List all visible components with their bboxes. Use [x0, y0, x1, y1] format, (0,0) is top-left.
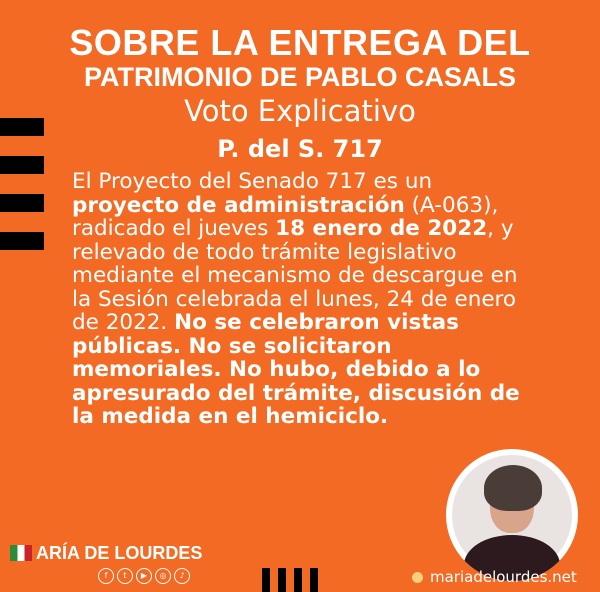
- decor-bar: [0, 118, 44, 136]
- page-title-line-1: SOBRE LA ENTREGA DEL: [69, 22, 531, 63]
- decor-bar: [310, 568, 318, 592]
- subtitle: Voto Explicativo: [184, 94, 416, 128]
- body-text: [72, 170, 532, 429]
- decor-bar: [0, 194, 44, 212]
- body-text-bold: No se celebraron vistas públicas. No se solicitaron memoriales. No hubo, debido a lo apresurado del trámite, discusión de la medida en el hemiciclo.: [72, 310, 520, 429]
- bottom-decor-bars: [262, 568, 318, 592]
- website-link[interactable]: mariadelourdes.net: [430, 568, 577, 586]
- twitter-icon[interactable]: t: [117, 568, 133, 584]
- decor-bar: [0, 156, 44, 174]
- bill-number: P. del S. 717: [217, 135, 383, 163]
- page-title-line-2: PATRIMONIO DE PABLO CASALS: [84, 62, 516, 92]
- dot-icon: [412, 572, 423, 583]
- body-text-bold: 18 enero de 2022: [275, 216, 488, 241]
- decor-bar: [278, 568, 286, 592]
- portrait-hair: [484, 465, 542, 511]
- decor-bar: [262, 568, 270, 592]
- flag-star-icon: [10, 545, 32, 561]
- decor-bar: [294, 568, 302, 592]
- body-text-part: (A-063), radicado el jueves: [72, 192, 499, 241]
- facebook-icon[interactable]: f: [98, 568, 114, 584]
- instagram-icon[interactable]: ◎: [155, 568, 171, 584]
- decor-bar: [0, 232, 44, 250]
- tiktok-icon[interactable]: ♪: [174, 568, 190, 584]
- brand-logo: [10, 543, 202, 563]
- body-text-bold: proyecto de administración: [72, 192, 405, 218]
- youtube-icon[interactable]: ▶: [136, 568, 152, 584]
- body-text-part: El Proyecto del Senado 717 es un: [72, 169, 433, 194]
- social-icons: [98, 568, 190, 584]
- website-footer: [412, 568, 577, 586]
- body-text-part: , y relevado de todo trámite legislativo mediante el mecanismo de descargue en la Sesión celebrada el lunes, 24 de enero de 2022.: [72, 216, 518, 335]
- portrait-photo: [446, 449, 578, 581]
- brand-logo-text: ARÍA DE LOURDES: [36, 542, 203, 563]
